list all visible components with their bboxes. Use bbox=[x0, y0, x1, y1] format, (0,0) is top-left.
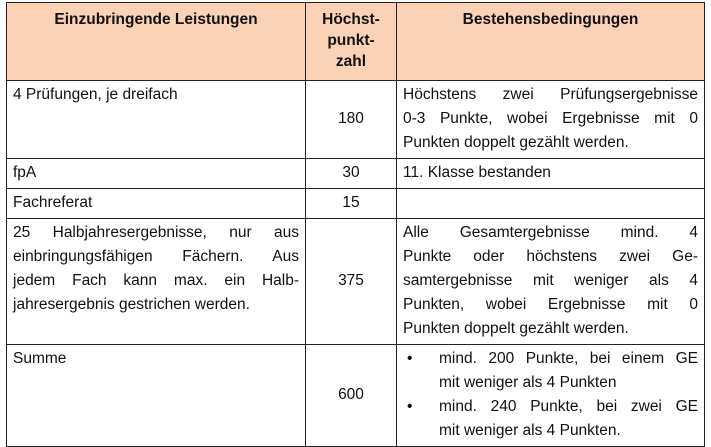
bullet-list bbox=[403, 347, 698, 443]
header-hoechstpunktzahl bbox=[306, 3, 397, 81]
cell-line: jedem Fach kann max. ein Halb- bbox=[13, 272, 299, 289]
table-row bbox=[7, 219, 705, 345]
cell-line: 25 Halbjahresergebnisse, nur aus bbox=[13, 224, 299, 241]
cell-line: 4 Prüfungen, je dreifach bbox=[13, 86, 178, 103]
cell-leistung bbox=[7, 189, 306, 219]
cell-leistung bbox=[7, 159, 306, 189]
cell-line: Punkte oder höchstens zwei Ge- bbox=[403, 248, 698, 265]
cell-line: mit weniger als 4 Punkten. bbox=[439, 422, 621, 439]
cell-punkte: 15 bbox=[306, 189, 397, 219]
cell-line: samtergebnisse mit weniger als 4 bbox=[403, 272, 698, 289]
cell-leistung bbox=[7, 81, 306, 159]
cell-line: Summe bbox=[13, 350, 67, 367]
header-einzubringende-leistungen: Einzubringende Leistungen bbox=[7, 3, 306, 81]
cell-line: 11. Klasse bestanden bbox=[403, 164, 551, 181]
cell-line: Punkten doppelt gezählt werden. bbox=[403, 320, 629, 337]
bullet-dot-icon: • bbox=[407, 398, 413, 415]
cell-bedingung-empty bbox=[397, 189, 705, 219]
table-row bbox=[7, 345, 705, 447]
header-bestehensbedingungen: Bestehensbedingungen bbox=[397, 3, 705, 81]
cell-bedingung bbox=[397, 219, 705, 345]
cell-punkte: 600 bbox=[306, 345, 397, 447]
header-hoechstpunktzahl-line: punkt- bbox=[327, 32, 375, 49]
cell-leistung bbox=[7, 219, 306, 345]
cell-punkte: 375 bbox=[306, 219, 397, 345]
cell-line: jahresergebnis gestrichen werden. bbox=[13, 296, 250, 313]
table-row bbox=[7, 189, 705, 219]
cell-bedingung bbox=[397, 159, 705, 189]
cell-line: einbringungsfähigen Fächern. Aus bbox=[13, 248, 299, 265]
cell-line: 0-3 Punkte, wobei Ergebnisse mit 0 bbox=[403, 110, 698, 127]
header-hoechstpunktzahl-line: zahl bbox=[335, 53, 367, 70]
cell-line: mind. 200 Punkte, bei einem GE bbox=[439, 350, 698, 367]
cell-line: mind. 240 Punkte, bei zwei GE bbox=[439, 398, 698, 415]
cell-line: Alle Gesamtergebnisse mind. 4 bbox=[403, 224, 698, 241]
cell-line: Höchstens zwei Prüfungsergebnisse bbox=[403, 86, 698, 103]
cell-line: Punkten, wobei Ergebnisse mit 0 bbox=[403, 296, 698, 313]
table-row bbox=[7, 159, 705, 189]
cell-punkte: 30 bbox=[306, 159, 397, 189]
table-row bbox=[7, 81, 705, 159]
header-row bbox=[7, 3, 705, 81]
bullet-dot-icon: • bbox=[407, 350, 413, 367]
leistungen-table bbox=[6, 2, 705, 447]
cell-leistung bbox=[7, 345, 306, 447]
cell-line: Punkten doppelt gezählt werden. bbox=[403, 134, 629, 151]
cell-bedingung bbox=[397, 345, 705, 447]
cell-bedingung bbox=[397, 81, 705, 159]
table-wrapper bbox=[6, 2, 705, 447]
cell-line: mit weniger als 4 Punkten bbox=[439, 374, 617, 391]
bullet-item bbox=[403, 395, 698, 443]
header-hoechstpunktzahl-line: Höchst- bbox=[322, 11, 380, 28]
cell-line: fpA bbox=[13, 164, 37, 181]
cell-punkte: 180 bbox=[306, 81, 397, 159]
bullet-item bbox=[403, 347, 698, 395]
cell-line: Fachreferat bbox=[13, 194, 93, 211]
